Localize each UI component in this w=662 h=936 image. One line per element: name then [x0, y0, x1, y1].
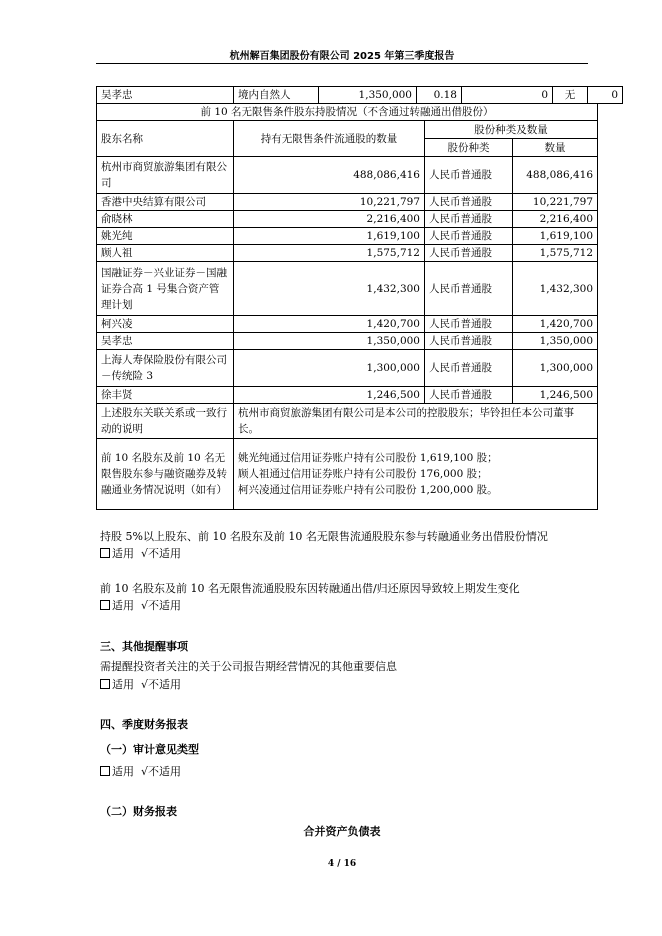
- share-kind: 人民币普通股: [425, 228, 513, 245]
- share-kind: 人民币普通股: [425, 316, 513, 333]
- section-3-desc: 需提醒投资者关注的关于公司报告期经营情况的其他重要信息: [100, 660, 397, 673]
- unrestricted-count: 10,221,797: [234, 194, 425, 211]
- table-row: [97, 87, 623, 104]
- margin-line: 顾人祖通过信用证券账户持有公司股份 176,000 股；: [238, 468, 488, 480]
- table-row: [97, 228, 598, 245]
- applicability-line: [100, 598, 181, 613]
- check-mark-icon: √: [141, 599, 149, 612]
- table-caption-row: [97, 104, 598, 121]
- shareholder-name: 上海人寿保险股份有限公司－传统险 3: [97, 350, 234, 387]
- checkbox-icon: [100, 766, 110, 776]
- margin-line: 柯兴凌通过信用证券账户持有公司股份 1,200,000 股。: [238, 484, 498, 496]
- table-header-row: [97, 121, 598, 139]
- applicability-line: [100, 546, 181, 561]
- section-4-title: 四、季度财务报表: [100, 718, 188, 731]
- share-kind: 人民币普通股: [425, 245, 513, 262]
- financial-statements-title: （二）财务报表: [100, 805, 177, 818]
- report-header: 杭州解百集团股份有限公司 2025 年第三季度报告: [229, 51, 455, 62]
- not-applicable-label: 不适用: [148, 547, 182, 560]
- not-applicable-label: 不适用: [148, 765, 182, 778]
- table-row: [97, 211, 598, 228]
- table-row: [97, 387, 598, 404]
- share-kind: 人民币普通股: [425, 333, 513, 350]
- shareholder-name: 柯兴凌: [97, 316, 234, 333]
- unrestricted-count: 1,246,500: [234, 387, 425, 404]
- share-qty: 10,221,797: [513, 194, 598, 211]
- checkbox-icon: [100, 679, 110, 689]
- header-share-kind: 股份种类: [425, 139, 513, 157]
- checkbox-icon: [100, 548, 110, 558]
- relation-row: [97, 404, 598, 439]
- audit-opinion-title: （一）审计意见类型: [100, 743, 199, 756]
- share-kind: 人民币普通股: [425, 157, 513, 194]
- not-applicable-label: 不适用: [148, 599, 182, 612]
- section-3-title: 三、其他提醒事项: [100, 640, 188, 653]
- pledge-status: 无: [553, 87, 588, 104]
- unrestricted-count: 488,086,416: [234, 157, 425, 194]
- unrestricted-count: 1,300,000: [234, 350, 425, 387]
- shareholder-name: 姚光纯: [97, 228, 234, 245]
- share-qty: 1,350,000: [513, 333, 598, 350]
- share-kind: 人民币普通股: [425, 194, 513, 211]
- unrestricted-count: 1,619,100: [234, 228, 425, 245]
- applicability-line: [100, 764, 181, 779]
- shareholder-name: 俞晓林: [97, 211, 234, 228]
- note-refinancing-lending: 持股 5%以上股东、前 10 名股东及前 10 名无限售流通股股东参与转融通业务出借股份情况: [100, 530, 548, 543]
- share-ratio: 0.18: [417, 87, 462, 104]
- table-row: [97, 157, 598, 194]
- shareholder-nature: 境内自然人: [234, 87, 319, 104]
- unrestricted-shareholders-table: [96, 103, 598, 510]
- table-row: [97, 194, 598, 211]
- header-shareholder-name: 股东名称: [97, 121, 234, 157]
- shareholder-name: 吴孝忠: [97, 87, 234, 104]
- table-row: [97, 262, 598, 316]
- share-qty: 1,246,500: [513, 387, 598, 404]
- applicable-label: 适用: [112, 678, 134, 691]
- table-caption: 前 10 名无限售条件股东持股情况（不含通过转融通出借股份）: [97, 104, 598, 121]
- shareholder-name: 杭州市商贸旅游集团有限公司: [97, 157, 234, 194]
- applicable-label: 适用: [112, 547, 134, 560]
- shareholder-name: 国融证券－兴业证券－国融证券合高 1 号集合资产管理计划: [97, 262, 234, 316]
- share-kind: 人民币普通股: [425, 262, 513, 316]
- pledge-count: 0: [588, 87, 623, 104]
- share-qty: 1,575,712: [513, 245, 598, 262]
- header-rule: [96, 63, 588, 64]
- note-refinancing-change: 前 10 名股东及前 10 名无限售流通股股东因转融通出借/归还原因导致较上期发生变化: [100, 582, 520, 595]
- unrestricted-count: 1,420,700: [234, 316, 425, 333]
- share-qty: 488,086,416: [513, 157, 598, 194]
- share-qty: 2,216,400: [513, 211, 598, 228]
- header-unrestricted-count: 持有无限售条件流通股的数量: [234, 121, 425, 157]
- check-mark-icon: √: [141, 765, 149, 778]
- table-row: [97, 333, 598, 350]
- applicability-line: [100, 677, 181, 692]
- check-mark-icon: √: [141, 678, 149, 691]
- share-kind: 人民币普通股: [425, 387, 513, 404]
- margin-trading-row: [97, 439, 598, 510]
- header-kind-and-qty: 股份种类及数量: [425, 121, 598, 139]
- shareholder-name: 香港中央结算有限公司: [97, 194, 234, 211]
- shareholder-name: 徐丰贤: [97, 387, 234, 404]
- relation-label: 上述股东关联关系或一致行动的说明: [97, 404, 234, 439]
- top-10-shareholders-last-row: [96, 86, 623, 104]
- shareholder-name: 吴孝忠: [97, 333, 234, 350]
- balance-sheet-title: 合并资产负债表: [303, 825, 381, 838]
- table-row: [97, 316, 598, 333]
- table-row: [97, 350, 598, 387]
- applicable-label: 适用: [112, 765, 134, 778]
- relation-text: 杭州市商贸旅游集团有限公司是本公司的控股股东；毕铃担任本公司董事长。: [234, 404, 598, 439]
- restricted-shares: 0: [462, 87, 553, 104]
- share-kind: 人民币普通股: [425, 211, 513, 228]
- unrestricted-count: 1,432,300: [234, 262, 425, 316]
- applicable-label: 适用: [112, 599, 134, 612]
- table-row: [97, 245, 598, 262]
- header-share-qty: 数量: [513, 139, 598, 157]
- shareholder-name: 顾人祖: [97, 245, 234, 262]
- share-kind: 人民币普通股: [425, 350, 513, 387]
- margin-line: 姚光纯通过信用证券账户持有公司股份 1,619,100 股；: [238, 452, 498, 464]
- unrestricted-count: 2,216,400: [234, 211, 425, 228]
- unrestricted-count: 1,575,712: [234, 245, 425, 262]
- margin-trading-label: 前 10 名股东及前 10 名无限售股东参与融资融券及转融通业务情况说明（如有）: [97, 439, 234, 510]
- check-mark-icon: √: [141, 547, 149, 560]
- share-qty: 1,432,300: [513, 262, 598, 316]
- share-qty: 1,619,100: [513, 228, 598, 245]
- shares-held: 1,350,000: [319, 87, 417, 104]
- checkbox-icon: [100, 600, 110, 610]
- page-number: 4 / 16: [327, 859, 357, 869]
- unrestricted-count: 1,350,000: [234, 333, 425, 350]
- margin-trading-text: [234, 439, 598, 510]
- share-qty: 1,300,000: [513, 350, 598, 387]
- share-qty: 1,420,700: [513, 316, 598, 333]
- not-applicable-label: 不适用: [148, 678, 182, 691]
